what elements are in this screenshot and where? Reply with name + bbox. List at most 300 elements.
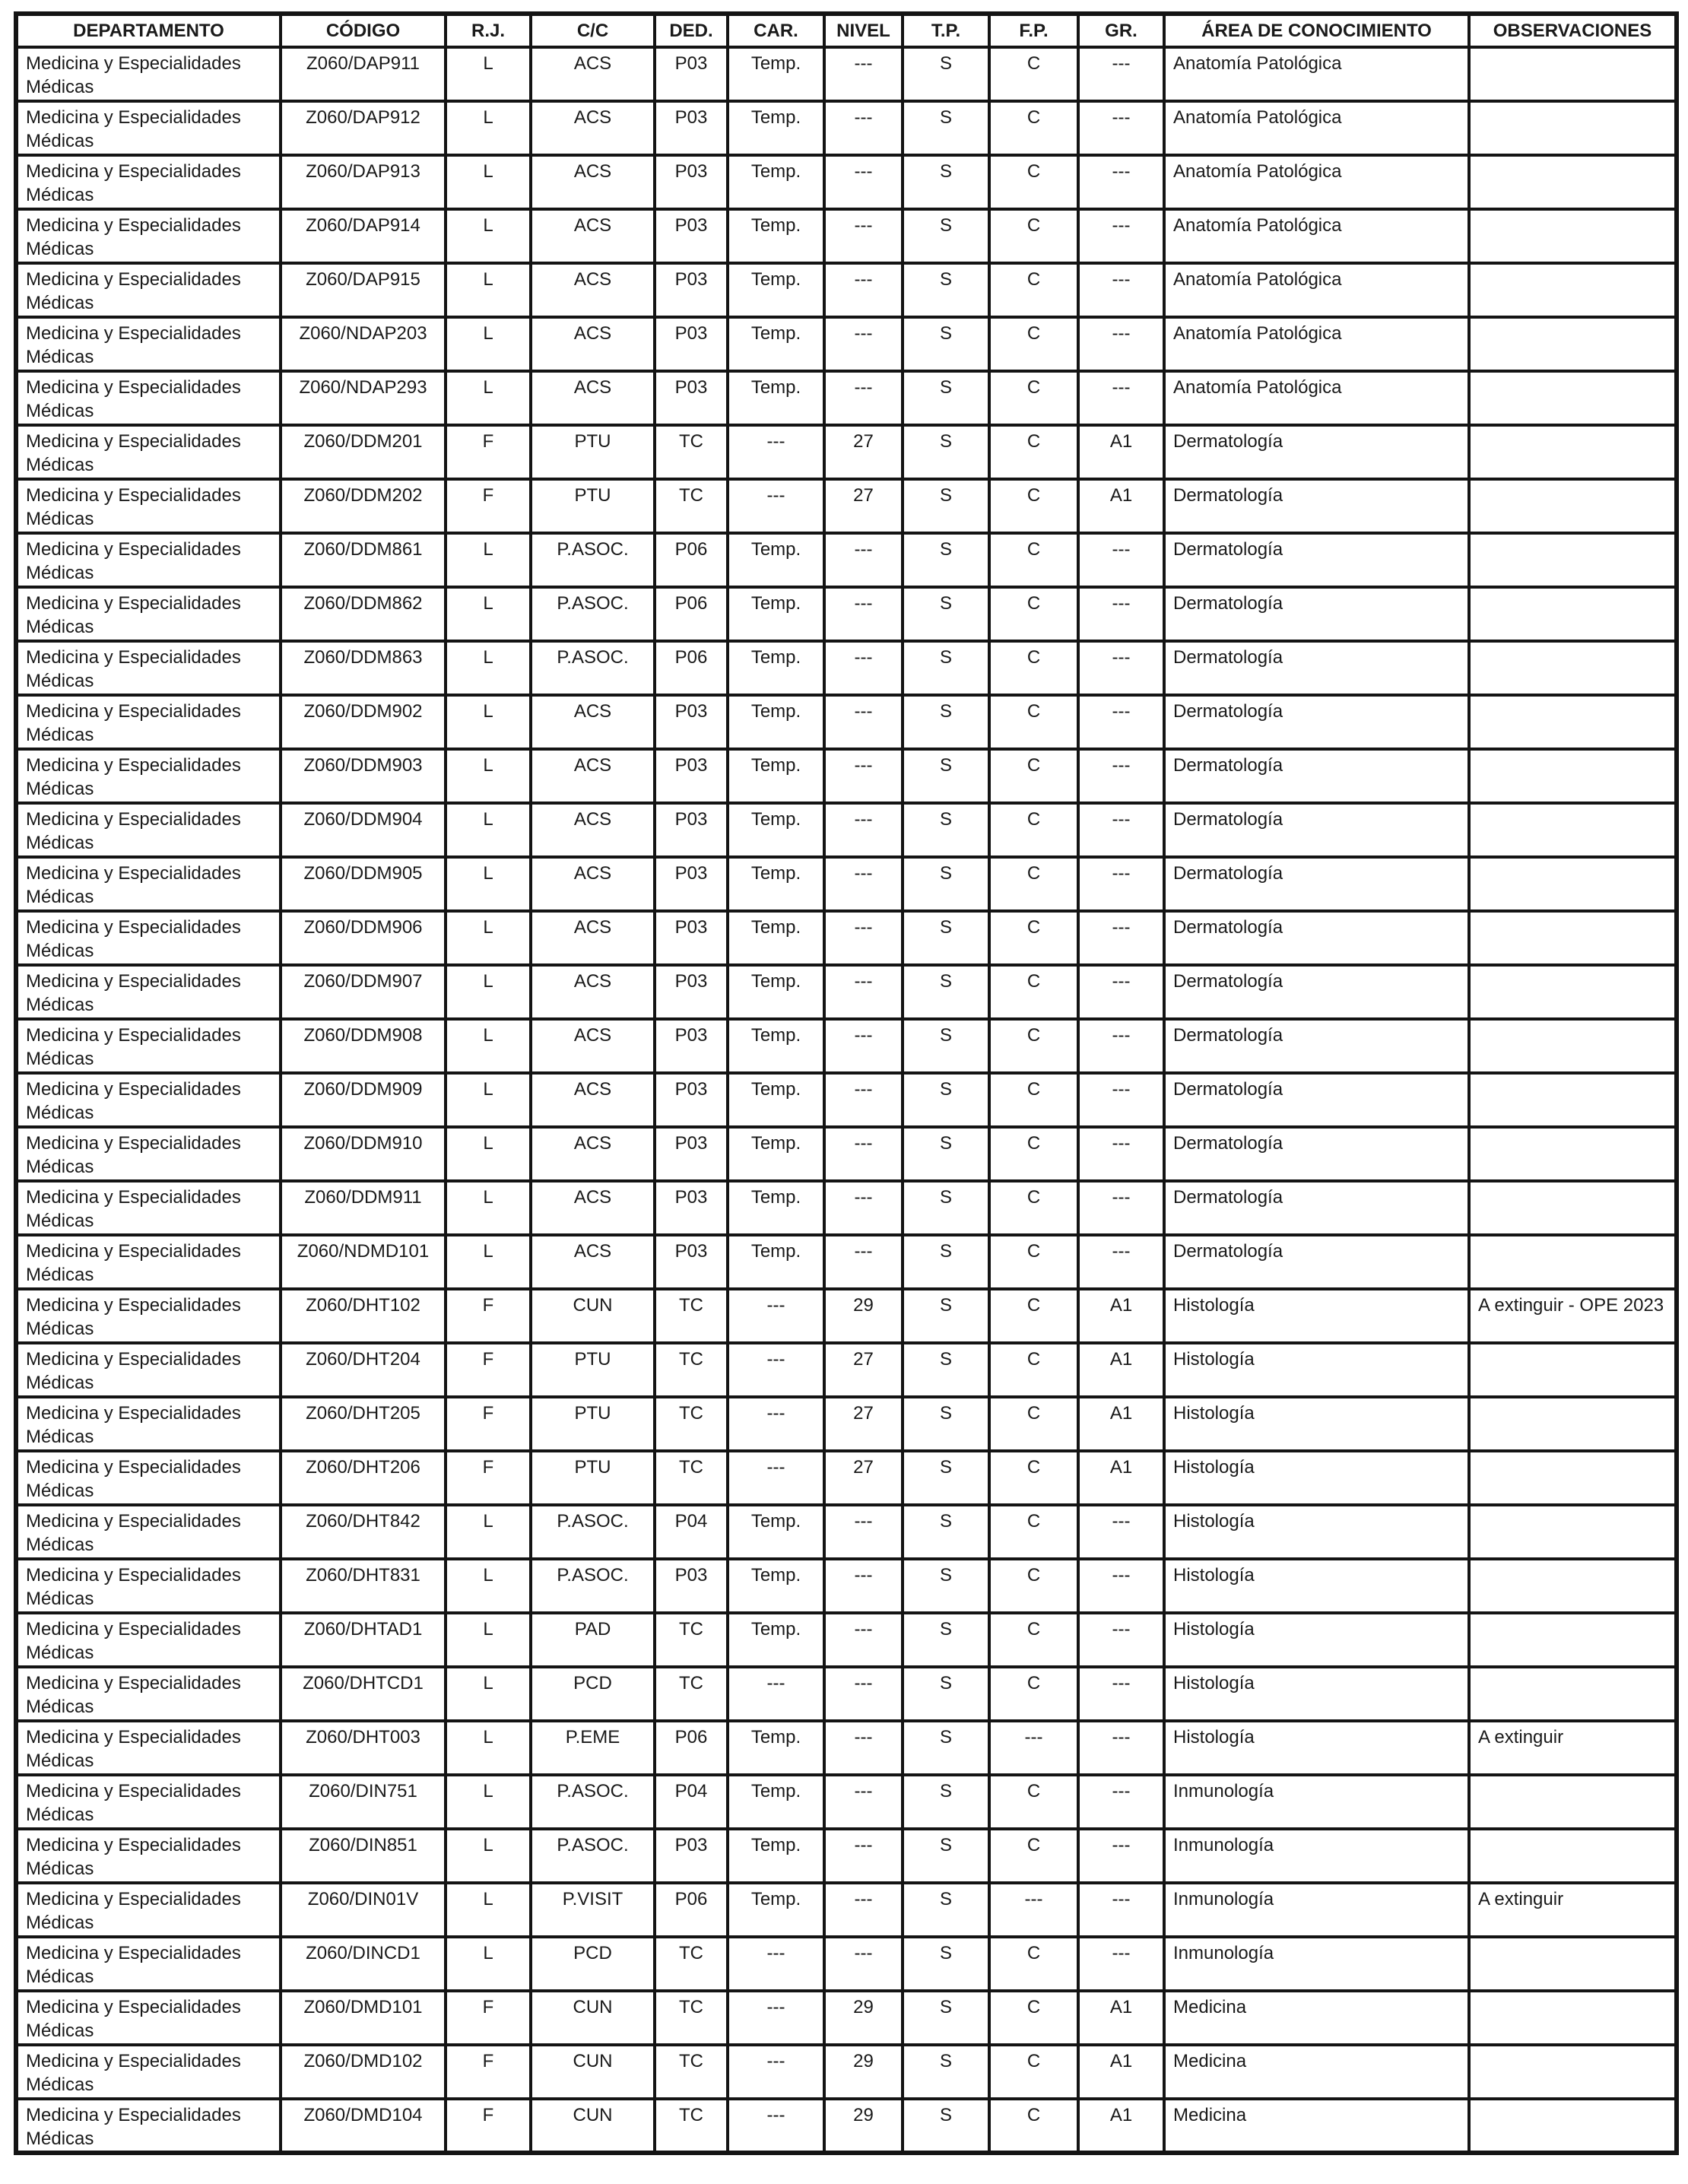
cell-codigo: Z060/DAP914 [281, 209, 446, 263]
cell-departamento: Medicina y Especialidades Médicas [16, 1721, 281, 1775]
cell-ded: P04 [655, 1775, 728, 1829]
column-header-area-de-conocimiento: ÁREA DE CONOCIMIENTO [1164, 14, 1469, 47]
cell-rj: F [446, 1397, 531, 1451]
cell-departamento: Medicina y Especialidades Médicas [16, 533, 281, 587]
cell-fp: C [989, 1289, 1078, 1343]
cell-car: --- [728, 1667, 824, 1721]
cell-nivel: --- [824, 371, 903, 425]
cell-observaciones [1469, 1451, 1677, 1505]
table-row [16, 371, 1677, 425]
cell-cc: PTU [531, 1343, 655, 1397]
cell-nivel: --- [824, 1937, 903, 1991]
cell-ded: TC [655, 2045, 728, 2099]
cell-observaciones [1469, 1235, 1677, 1289]
cell-codigo: Z060/DIN01V [281, 1883, 446, 1937]
cell-car: Temp. [728, 1505, 824, 1559]
column-header-gr: GR. [1078, 14, 1164, 47]
cell-tp: S [903, 1667, 989, 1721]
cell-departamento: Medicina y Especialidades Médicas [16, 1883, 281, 1937]
cell-ded: TC [655, 1937, 728, 1991]
table-row [16, 1181, 1677, 1235]
cell-observaciones [1469, 371, 1677, 425]
cell-gr: --- [1078, 1235, 1164, 1289]
cell-car: Temp. [728, 911, 824, 965]
table-row [16, 911, 1677, 965]
cell-area-de-conocimiento: Dermatología [1164, 803, 1469, 857]
cell-tp: S [903, 47, 989, 101]
cell-fp: C [989, 1451, 1078, 1505]
cell-tp: S [903, 425, 989, 479]
cell-fp: C [989, 1181, 1078, 1235]
cell-ded: P03 [655, 965, 728, 1019]
cell-departamento: Medicina y Especialidades Médicas [16, 2099, 281, 2153]
cell-gr: A1 [1078, 1343, 1164, 1397]
table-row [16, 1937, 1677, 1991]
cell-observaciones [1469, 641, 1677, 695]
cell-codigo: Z060/DAP911 [281, 47, 446, 101]
cell-tp: S [903, 1451, 989, 1505]
cell-cc: PCD [531, 1667, 655, 1721]
cell-tp: S [903, 1397, 989, 1451]
cell-codigo: Z060/DAP912 [281, 101, 446, 155]
cell-rj: L [446, 1829, 531, 1883]
cell-tp: S [903, 1343, 989, 1397]
cell-observaciones [1469, 533, 1677, 587]
cell-departamento: Medicina y Especialidades Médicas [16, 965, 281, 1019]
cell-codigo: Z060/DHT204 [281, 1343, 446, 1397]
cell-observaciones [1469, 263, 1677, 317]
cell-ded: P03 [655, 1235, 728, 1289]
cell-observaciones [1469, 587, 1677, 641]
cell-fp: C [989, 803, 1078, 857]
cell-tp: S [903, 1289, 989, 1343]
cell-fp: C [989, 101, 1078, 155]
table-row [16, 317, 1677, 371]
column-header-observaciones: OBSERVACIONES [1469, 14, 1677, 47]
cell-observaciones [1469, 1559, 1677, 1613]
cell-cc: ACS [531, 1235, 655, 1289]
cell-observaciones: A extinguir [1469, 1883, 1677, 1937]
cell-car: --- [728, 479, 824, 533]
cell-ded: P03 [655, 749, 728, 803]
cell-fp: C [989, 911, 1078, 965]
cell-observaciones [1469, 1397, 1677, 1451]
column-header-cc: C/C [531, 14, 655, 47]
cell-fp: C [989, 1073, 1078, 1127]
cell-ded: P06 [655, 1721, 728, 1775]
cell-fp: C [989, 1937, 1078, 1991]
cell-car: Temp. [728, 857, 824, 911]
cell-rj: L [446, 1937, 531, 1991]
cell-tp: S [903, 803, 989, 857]
cell-cc: PAD [531, 1613, 655, 1667]
cell-nivel: 29 [824, 2045, 903, 2099]
cell-car: Temp. [728, 1829, 824, 1883]
cell-departamento: Medicina y Especialidades Médicas [16, 1613, 281, 1667]
cell-rj: L [446, 1505, 531, 1559]
cell-observaciones [1469, 965, 1677, 1019]
cell-cc: ACS [531, 155, 655, 209]
cell-rj: L [446, 155, 531, 209]
cell-gr: --- [1078, 1721, 1164, 1775]
table-row [16, 749, 1677, 803]
cell-area-de-conocimiento: Dermatología [1164, 533, 1469, 587]
cell-car: Temp. [728, 965, 824, 1019]
cell-rj: L [446, 1667, 531, 1721]
cell-observaciones [1469, 911, 1677, 965]
cell-ded: TC [655, 2099, 728, 2153]
cell-codigo: Z060/DHT206 [281, 1451, 446, 1505]
cell-ded: P03 [655, 1127, 728, 1181]
cell-area-de-conocimiento: Dermatología [1164, 587, 1469, 641]
cell-rj: L [446, 1235, 531, 1289]
cell-cc: ACS [531, 695, 655, 749]
cell-ded: P03 [655, 263, 728, 317]
cell-tp: S [903, 1613, 989, 1667]
cell-tp: S [903, 965, 989, 1019]
cell-departamento: Medicina y Especialidades Médicas [16, 1775, 281, 1829]
cell-fp: C [989, 1613, 1078, 1667]
cell-codigo: Z060/DHT842 [281, 1505, 446, 1559]
cell-gr: A1 [1078, 425, 1164, 479]
cell-area-de-conocimiento: Dermatología [1164, 1073, 1469, 1127]
cell-nivel: --- [824, 47, 903, 101]
cell-nivel: --- [824, 1181, 903, 1235]
cell-cc: P.ASOC. [531, 533, 655, 587]
cell-car: Temp. [728, 1883, 824, 1937]
cell-rj: L [446, 47, 531, 101]
cell-fp: C [989, 1559, 1078, 1613]
cell-departamento: Medicina y Especialidades Médicas [16, 587, 281, 641]
cell-departamento: Medicina y Especialidades Médicas [16, 1181, 281, 1235]
cell-rj: L [446, 1883, 531, 1937]
cell-ded: P03 [655, 101, 728, 155]
cell-gr: A1 [1078, 1451, 1164, 1505]
table-row [16, 641, 1677, 695]
table-row [16, 1235, 1677, 1289]
cell-tp: S [903, 1721, 989, 1775]
table-row [16, 1613, 1677, 1667]
cell-gr: --- [1078, 641, 1164, 695]
cell-codigo: Z060/DDM903 [281, 749, 446, 803]
cell-ded: P03 [655, 371, 728, 425]
cell-rj: F [446, 1451, 531, 1505]
cell-car: --- [728, 1991, 824, 2045]
table-row [16, 479, 1677, 533]
table-row [16, 695, 1677, 749]
cell-tp: S [903, 1019, 989, 1073]
cell-nivel: 29 [824, 1991, 903, 2045]
cell-rj: L [446, 1127, 531, 1181]
cell-gr: --- [1078, 47, 1164, 101]
table-row [16, 965, 1677, 1019]
cell-nivel: --- [824, 263, 903, 317]
cell-ded: TC [655, 479, 728, 533]
cell-nivel: 29 [824, 1289, 903, 1343]
cell-area-de-conocimiento: Dermatología [1164, 425, 1469, 479]
table-row [16, 533, 1677, 587]
header-row [16, 14, 1677, 47]
cell-nivel: --- [824, 965, 903, 1019]
cell-cc: P.VISIT [531, 1883, 655, 1937]
cell-car: Temp. [728, 587, 824, 641]
cell-car: Temp. [728, 317, 824, 371]
cell-codigo: Z060/DDM201 [281, 425, 446, 479]
cell-ded: P06 [655, 587, 728, 641]
cell-gr: --- [1078, 803, 1164, 857]
cell-tp: S [903, 857, 989, 911]
cell-nivel: --- [824, 1073, 903, 1127]
cell-ded: P03 [655, 47, 728, 101]
cell-gr: A1 [1078, 479, 1164, 533]
cell-codigo: Z060/DHT102 [281, 1289, 446, 1343]
column-header-fp: F.P. [989, 14, 1078, 47]
cell-fp: C [989, 1127, 1078, 1181]
cell-observaciones [1469, 1343, 1677, 1397]
cell-area-de-conocimiento: Dermatología [1164, 695, 1469, 749]
cell-gr: --- [1078, 1505, 1164, 1559]
cell-departamento: Medicina y Especialidades Médicas [16, 1019, 281, 1073]
cell-rj: F [446, 425, 531, 479]
cell-fp: C [989, 2099, 1078, 2153]
cell-departamento: Medicina y Especialidades Médicas [16, 1289, 281, 1343]
cell-observaciones [1469, 1181, 1677, 1235]
cell-cc: ACS [531, 803, 655, 857]
cell-car: --- [728, 1397, 824, 1451]
cell-gr: --- [1078, 1073, 1164, 1127]
cell-car: Temp. [728, 1775, 824, 1829]
cell-departamento: Medicina y Especialidades Médicas [16, 1451, 281, 1505]
table-row [16, 263, 1677, 317]
cell-tp: S [903, 2099, 989, 2153]
cell-cc: ACS [531, 317, 655, 371]
cell-nivel: --- [824, 1127, 903, 1181]
cell-area-de-conocimiento: Dermatología [1164, 641, 1469, 695]
cell-codigo: Z060/DDM906 [281, 911, 446, 965]
cell-area-de-conocimiento: Dermatología [1164, 749, 1469, 803]
cell-tp: S [903, 1883, 989, 1937]
cell-observaciones [1469, 1667, 1677, 1721]
cell-tp: S [903, 1505, 989, 1559]
cell-codigo: Z060/NDMD101 [281, 1235, 446, 1289]
cell-tp: S [903, 371, 989, 425]
cell-cc: P.ASOC. [531, 641, 655, 695]
cell-observaciones [1469, 2045, 1677, 2099]
cell-area-de-conocimiento: Dermatología [1164, 479, 1469, 533]
cell-gr: --- [1078, 1559, 1164, 1613]
cell-observaciones [1469, 47, 1677, 101]
cell-rj: L [446, 209, 531, 263]
cell-cc: ACS [531, 101, 655, 155]
cell-codigo: Z060/DHT831 [281, 1559, 446, 1613]
cell-gr: --- [1078, 263, 1164, 317]
cell-area-de-conocimiento: Inmunología [1164, 1829, 1469, 1883]
cell-codigo: Z060/DDM902 [281, 695, 446, 749]
cell-ded: P06 [655, 1883, 728, 1937]
cell-observaciones [1469, 1019, 1677, 1073]
table-header [16, 14, 1677, 47]
cell-departamento: Medicina y Especialidades Médicas [16, 101, 281, 155]
cell-gr: --- [1078, 1667, 1164, 1721]
cell-departamento: Medicina y Especialidades Médicas [16, 479, 281, 533]
cell-fp: C [989, 1667, 1078, 1721]
table-row [16, 209, 1677, 263]
cell-departamento: Medicina y Especialidades Médicas [16, 1829, 281, 1883]
cell-rj: L [446, 1019, 531, 1073]
cell-rj: L [446, 1721, 531, 1775]
cell-fp: C [989, 695, 1078, 749]
cell-departamento: Medicina y Especialidades Médicas [16, 209, 281, 263]
cell-observaciones [1469, 1127, 1677, 1181]
cell-cc: ACS [531, 209, 655, 263]
cell-departamento: Medicina y Especialidades Médicas [16, 695, 281, 749]
cell-nivel: --- [824, 695, 903, 749]
cell-gr: A1 [1078, 1397, 1164, 1451]
cell-tp: S [903, 749, 989, 803]
table-row [16, 2045, 1677, 2099]
cell-ded: P03 [655, 1829, 728, 1883]
cell-fp: C [989, 1829, 1078, 1883]
cell-car: Temp. [728, 209, 824, 263]
cell-gr: --- [1078, 857, 1164, 911]
cell-departamento: Medicina y Especialidades Médicas [16, 911, 281, 965]
cell-codigo: Z060/DHTAD1 [281, 1613, 446, 1667]
cell-gr: --- [1078, 371, 1164, 425]
cell-area-de-conocimiento: Histología [1164, 1289, 1469, 1343]
cell-codigo: Z060/DHTCD1 [281, 1667, 446, 1721]
cell-gr: A1 [1078, 1289, 1164, 1343]
cell-tp: S [903, 587, 989, 641]
cell-area-de-conocimiento: Anatomía Patológica [1164, 371, 1469, 425]
cell-cc: PTU [531, 1397, 655, 1451]
cell-codigo: Z060/NDAP203 [281, 317, 446, 371]
cell-cc: P.ASOC. [531, 587, 655, 641]
table-row [16, 1505, 1677, 1559]
cell-ded: P06 [655, 533, 728, 587]
cell-codigo: Z060/DDM202 [281, 479, 446, 533]
cell-fp: C [989, 1991, 1078, 2045]
cell-gr: --- [1078, 155, 1164, 209]
table-row [16, 425, 1677, 479]
cell-cc: CUN [531, 1289, 655, 1343]
cell-codigo: Z060/DDM909 [281, 1073, 446, 1127]
cell-ded: TC [655, 1667, 728, 1721]
cell-area-de-conocimiento: Histología [1164, 1721, 1469, 1775]
cell-nivel: 27 [824, 479, 903, 533]
cell-ded: P06 [655, 641, 728, 695]
cell-gr: --- [1078, 1937, 1164, 1991]
cell-observaciones [1469, 1991, 1677, 2045]
cell-ded: TC [655, 1289, 728, 1343]
cell-fp: C [989, 425, 1078, 479]
cell-car: Temp. [728, 1559, 824, 1613]
column-header-rj: R.J. [446, 14, 531, 47]
cell-gr: --- [1078, 587, 1164, 641]
cell-ded: P03 [655, 155, 728, 209]
cell-departamento: Medicina y Especialidades Médicas [16, 803, 281, 857]
cell-departamento: Medicina y Especialidades Médicas [16, 1127, 281, 1181]
cell-car: Temp. [728, 695, 824, 749]
cell-tp: S [903, 1991, 989, 2045]
cell-fp: C [989, 155, 1078, 209]
cell-gr: --- [1078, 533, 1164, 587]
cell-area-de-conocimiento: Anatomía Patológica [1164, 101, 1469, 155]
cell-ded: TC [655, 1397, 728, 1451]
table-row [16, 155, 1677, 209]
cell-car: Temp. [728, 749, 824, 803]
cell-rj: L [446, 641, 531, 695]
cell-ded: TC [655, 1991, 728, 2045]
table-row [16, 47, 1677, 101]
column-header-nivel: NIVEL [824, 14, 903, 47]
cell-rj: L [446, 695, 531, 749]
cell-rj: L [446, 911, 531, 965]
cell-nivel: --- [824, 587, 903, 641]
cell-departamento: Medicina y Especialidades Médicas [16, 641, 281, 695]
cell-nivel: 29 [824, 2099, 903, 2153]
cell-cc: ACS [531, 47, 655, 101]
cell-cc: ACS [531, 749, 655, 803]
column-header-tp: T.P. [903, 14, 989, 47]
cell-departamento: Medicina y Especialidades Médicas [16, 1397, 281, 1451]
cell-cc: ACS [531, 1127, 655, 1181]
cell-observaciones [1469, 1937, 1677, 1991]
cell-departamento: Medicina y Especialidades Médicas [16, 1559, 281, 1613]
cell-nivel: --- [824, 1613, 903, 1667]
cell-codigo: Z060/DHT205 [281, 1397, 446, 1451]
cell-fp: C [989, 1235, 1078, 1289]
cell-car: Temp. [728, 1235, 824, 1289]
cell-cc: CUN [531, 2045, 655, 2099]
cell-departamento: Medicina y Especialidades Médicas [16, 1073, 281, 1127]
cell-cc: P.EME [531, 1721, 655, 1775]
cell-codigo: Z060/DHT003 [281, 1721, 446, 1775]
cell-codigo: Z060/DDM908 [281, 1019, 446, 1073]
cell-departamento: Medicina y Especialidades Médicas [16, 857, 281, 911]
cell-nivel: --- [824, 803, 903, 857]
cell-observaciones [1469, 1613, 1677, 1667]
cell-rj: L [446, 371, 531, 425]
cell-cc: CUN [531, 1991, 655, 2045]
cell-car: --- [728, 1451, 824, 1505]
table-row [16, 1289, 1677, 1343]
cell-car: Temp. [728, 533, 824, 587]
cell-rj: L [446, 263, 531, 317]
table-row [16, 101, 1677, 155]
table-row [16, 2099, 1677, 2153]
cell-nivel: --- [824, 317, 903, 371]
cell-area-de-conocimiento: Histología [1164, 1667, 1469, 1721]
cell-observaciones [1469, 317, 1677, 371]
cell-nivel: --- [824, 1505, 903, 1559]
cell-nivel: --- [824, 857, 903, 911]
cell-area-de-conocimiento: Histología [1164, 1343, 1469, 1397]
cell-fp: C [989, 2045, 1078, 2099]
cell-tp: S [903, 1775, 989, 1829]
cell-cc: P.ASOC. [531, 1775, 655, 1829]
cell-gr: --- [1078, 749, 1164, 803]
cell-observaciones [1469, 1829, 1677, 1883]
cell-departamento: Medicina y Especialidades Médicas [16, 2045, 281, 2099]
cell-cc: ACS [531, 1019, 655, 1073]
cell-fp: C [989, 1775, 1078, 1829]
cell-tp: S [903, 1559, 989, 1613]
table-row [16, 1559, 1677, 1613]
cell-rj: L [446, 857, 531, 911]
cell-area-de-conocimiento: Dermatología [1164, 1235, 1469, 1289]
cell-ded: P03 [655, 911, 728, 965]
cell-codigo: Z060/DDM910 [281, 1127, 446, 1181]
